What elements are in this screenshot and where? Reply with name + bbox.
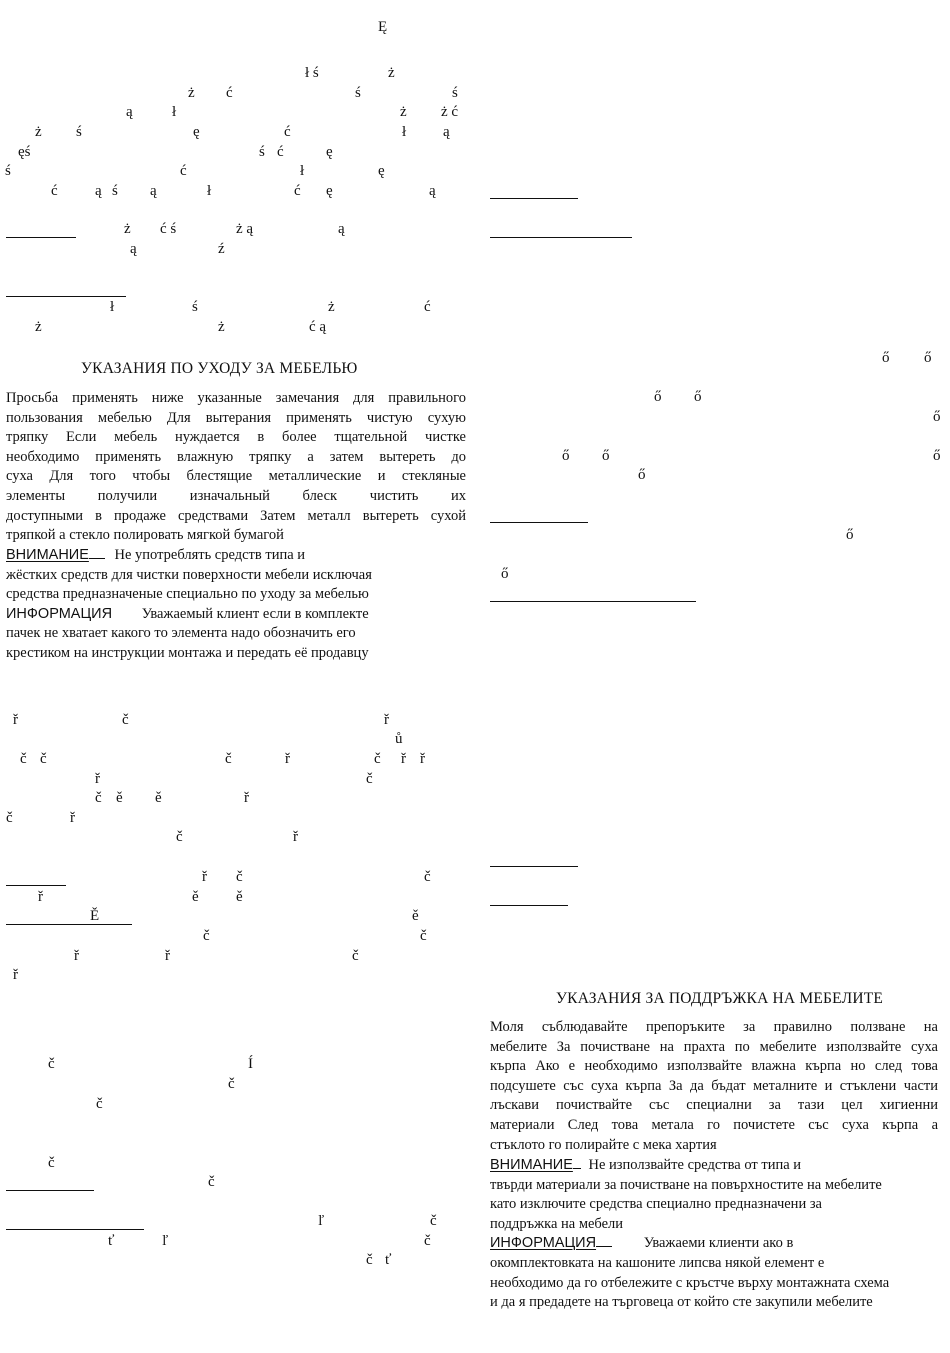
bulgarian-section-title: УКАЗАНИЯ ЗА ПОДДРЪЖКА НА МЕБЕЛИТЕ [556,990,884,1007]
stray-glyph: ť [385,1252,392,1268]
stray-glyph: ż [35,319,42,335]
stray-glyph: ő [846,527,854,543]
info-text: и да я предадете на търговеца от който сте закупили мебелите [490,1294,873,1311]
stray-glyph: ą [130,241,137,257]
bulgarian-warning-block [490,1156,938,1313]
stray-glyph: ś [5,163,11,179]
stray-glyph: č [366,771,373,787]
warning-text: поддръжка на мебели [490,1215,624,1232]
stray-glyph: ľ [162,1233,169,1249]
stray-glyph: ż ć [441,104,459,120]
stray-glyph: ř [384,712,389,728]
separator-rule [490,198,578,199]
stray-glyph: ą [150,183,157,199]
paragraph-line: доступными в продаже средствами Затем металл вытереть сухой [6,507,466,524]
warning-line [490,1156,938,1176]
separator-rule [490,905,568,906]
stray-glyph: č [366,1252,373,1268]
stray-glyph: ł [300,163,305,179]
paragraph-line: элементы получили изначальный блеск чистить их [6,487,466,504]
stray-glyph: ř [13,967,18,983]
stray-glyph: ą [338,221,345,237]
stray-glyph: ć [51,183,58,199]
stray-glyph: ř [74,948,79,964]
stray-glyph: ř [70,810,75,826]
stray-glyph: ś [112,183,118,199]
paragraph-line: материали След това метала го почистете със суха кърпа а [490,1116,938,1133]
stray-glyph: ł [207,183,212,199]
warning-text: средства предназначеные специально по уходу за мебелью [6,586,369,603]
separator-rule [490,522,588,523]
underline-pad [573,1167,581,1169]
stray-glyph: ł [172,104,177,120]
stray-glyph: ő [654,389,662,405]
paragraph-line: суха Для того чтобы блестящие металлические и стекляные [6,468,466,485]
stray-glyph: ő [602,448,610,464]
stray-glyph: ż [218,319,225,335]
stray-glyph: ř [38,889,43,905]
stray-glyph: ř [244,790,249,806]
stray-glyph: ć ą [309,319,327,335]
paragraph-line: Просьба применять ниже указанные замечания для правильного [6,390,466,406]
paragraph-line: Моля съблюдавайте препоръките за правилно ползване на [490,1019,938,1035]
stray-glyph: ś [355,85,361,101]
stray-glyph: č [430,1213,437,1229]
separator-rule [490,237,632,238]
stray-glyph: č [20,751,27,767]
warning-label: ВНИМАНИЕ [6,547,89,563]
stray-glyph: ě [155,790,162,806]
stray-glyph: ł ś [305,65,319,81]
stray-glyph: ě [412,908,419,924]
warning-line [6,546,466,566]
stray-glyph: ę [378,163,385,179]
paragraph-line: стъклото го полирайте с мека хартия [490,1137,717,1153]
separator-rule [6,237,76,238]
separator-rule [6,296,126,297]
stray-glyph: ż [400,104,407,120]
warning-text: Не използвайте средства от типа и [588,1157,802,1173]
stray-glyph: ż [388,65,395,81]
stray-glyph: Ě [90,908,100,924]
bulgarian-care-paragraph-last [490,1136,938,1156]
paragraph-line: необходимо применять влажную тряпку а затем вытереть до [6,448,466,465]
stray-glyph: ő [501,566,509,582]
stray-glyph: č [225,751,232,767]
stray-glyph: ęś [18,144,31,160]
paragraph-line: подсушете със суха кърпа За да бъдат металните и стъклени части [490,1077,938,1094]
stray-glyph: ś [452,85,458,101]
stray-glyph: č [208,1174,215,1190]
stray-glyph: ě [236,889,243,905]
warning-text: Не употреблять средств типа и [114,547,306,563]
separator-rule [6,885,66,886]
paragraph-line: лъскави почиствайте със специални за тази цел хигиенни [490,1097,938,1114]
bulgarian-care-paragraph [490,1018,938,1136]
russian-care-paragraph-last [6,526,466,546]
stray-glyph: č [420,928,427,944]
stray-glyph: č [424,1233,431,1249]
stray-glyph: ř [202,869,207,885]
stray-glyph: ř [165,948,170,964]
stray-glyph: ő [562,448,570,464]
russian-section-title: УКАЗАНИЯ ПО УХОДУ ЗА МЕБЕЛЬЮ [81,360,358,377]
stray-glyph: ř [420,751,425,767]
info-text: необходимо да го отбележите с кръстче върху монтажната схема [490,1274,890,1291]
stray-glyph: č [203,928,210,944]
stray-glyph: ś [259,144,265,160]
info-line [6,605,466,625]
stray-glyph: ą [429,183,436,199]
stray-glyph: č [96,1096,103,1112]
stray-glyph: ś [76,124,82,140]
stray-glyph: ć ś [160,221,177,237]
stray-glyph: č [424,869,431,885]
paragraph-line: мебелите За почистване на прахта по мебелите използвайте суха [490,1038,938,1055]
stray-glyph: Ę [378,19,388,35]
stray-glyph: ů [395,731,403,747]
stray-glyph: č [95,790,102,806]
stray-glyph: č [48,1155,55,1171]
stray-glyph: ő [933,409,941,425]
stray-glyph: ę [326,144,333,160]
paragraph-line: тряпкой а стекло полировать мягкой бумагой [6,527,284,543]
stray-glyph: ř [13,712,18,728]
stray-glyph: ő [694,389,702,405]
paragraph-line: тряпку Если мебель нуждается в более тщательной чистке [6,429,466,446]
stray-glyph: č [374,751,381,767]
warning-label: ВНИМАНИЕ [490,1157,573,1173]
stray-glyph: ż [328,299,335,315]
stray-glyph: č [236,869,243,885]
info-line [490,1234,938,1254]
stray-glyph: ť [108,1233,115,1249]
stray-glyph: ł [110,299,115,315]
russian-warning-block [6,546,466,664]
stray-glyph: č [48,1056,55,1072]
info-text: окомплектовката на кашоните липсва някой елемент е [490,1254,825,1271]
paragraph-line: кърпа Ако е необходимо използвайте влажна кърпа но след това [490,1058,938,1075]
stray-glyph: ć [180,163,187,179]
info-text: пачек не хватает какого то элемента надо обозначить его [6,625,356,642]
stray-glyph: ő [638,467,646,483]
warning-text: жёстких средств для чистки поверхности мебели исключая [6,566,372,583]
stray-glyph: č [6,810,13,826]
stray-glyph: ő [933,448,941,464]
stray-glyph: ą [95,183,102,199]
stray-glyph: ż [35,124,42,140]
stray-glyph: Í [248,1056,253,1072]
stray-glyph: ć [277,144,284,160]
warning-text: твърди материали за почистване на повърхностите на мебелите [490,1176,882,1193]
stray-glyph: ř [95,771,100,787]
stray-glyph: č [122,712,129,728]
separator-rule [490,866,578,867]
stray-glyph: ř [285,751,290,767]
stray-glyph: ć [284,124,291,140]
stray-glyph: ě [192,889,199,905]
stray-glyph: ř [293,829,298,845]
russian-care-paragraph [6,389,466,526]
stray-glyph: ő [924,350,932,366]
stray-glyph: č [40,751,47,767]
stray-glyph: ż [188,85,195,101]
stray-glyph: ź [218,241,225,257]
stray-glyph: č [352,948,359,964]
separator-rule [6,1190,94,1191]
stray-glyph: ł [402,124,407,140]
stray-glyph: ě [116,790,123,806]
info-label: ИНФОРМАЦИЯ [490,1235,597,1252]
stray-glyph: ą [126,104,133,120]
underline-pad [89,557,105,559]
stray-glyph: ę [326,183,333,199]
underline-pad [596,1245,612,1247]
stray-glyph: ő [882,350,890,366]
stray-glyph: ś [192,299,198,315]
stray-glyph: ć [294,183,301,199]
warning-text: като изключите средства специално предназначени за [490,1196,822,1213]
stray-glyph: č [176,829,183,845]
stray-glyph: ż [124,221,131,237]
info-text: Уважаемый клиент если в комплекте [141,605,369,622]
stray-glyph: ć [424,299,431,315]
separator-rule [6,924,132,925]
stray-glyph: ż ą [236,221,254,237]
stray-glyph: ą [443,124,450,140]
paragraph-line: пользования мебелью Для вытерания применять чистую сухую [6,409,466,426]
stray-glyph: č [228,1076,235,1092]
info-label: ИНФОРМАЦИЯ [6,605,113,622]
stray-glyph: ę [193,124,200,140]
stray-glyph: ć [226,85,233,101]
info-text: Уважаеми клиенти ако в [643,1235,794,1252]
separator-rule [6,1229,144,1230]
info-text: крестиком на инструкции монтажа и передать её продавцу [6,644,369,661]
separator-rule [490,601,696,602]
stray-glyph: ř [401,751,406,767]
stray-glyph: ľ [318,1213,325,1229]
